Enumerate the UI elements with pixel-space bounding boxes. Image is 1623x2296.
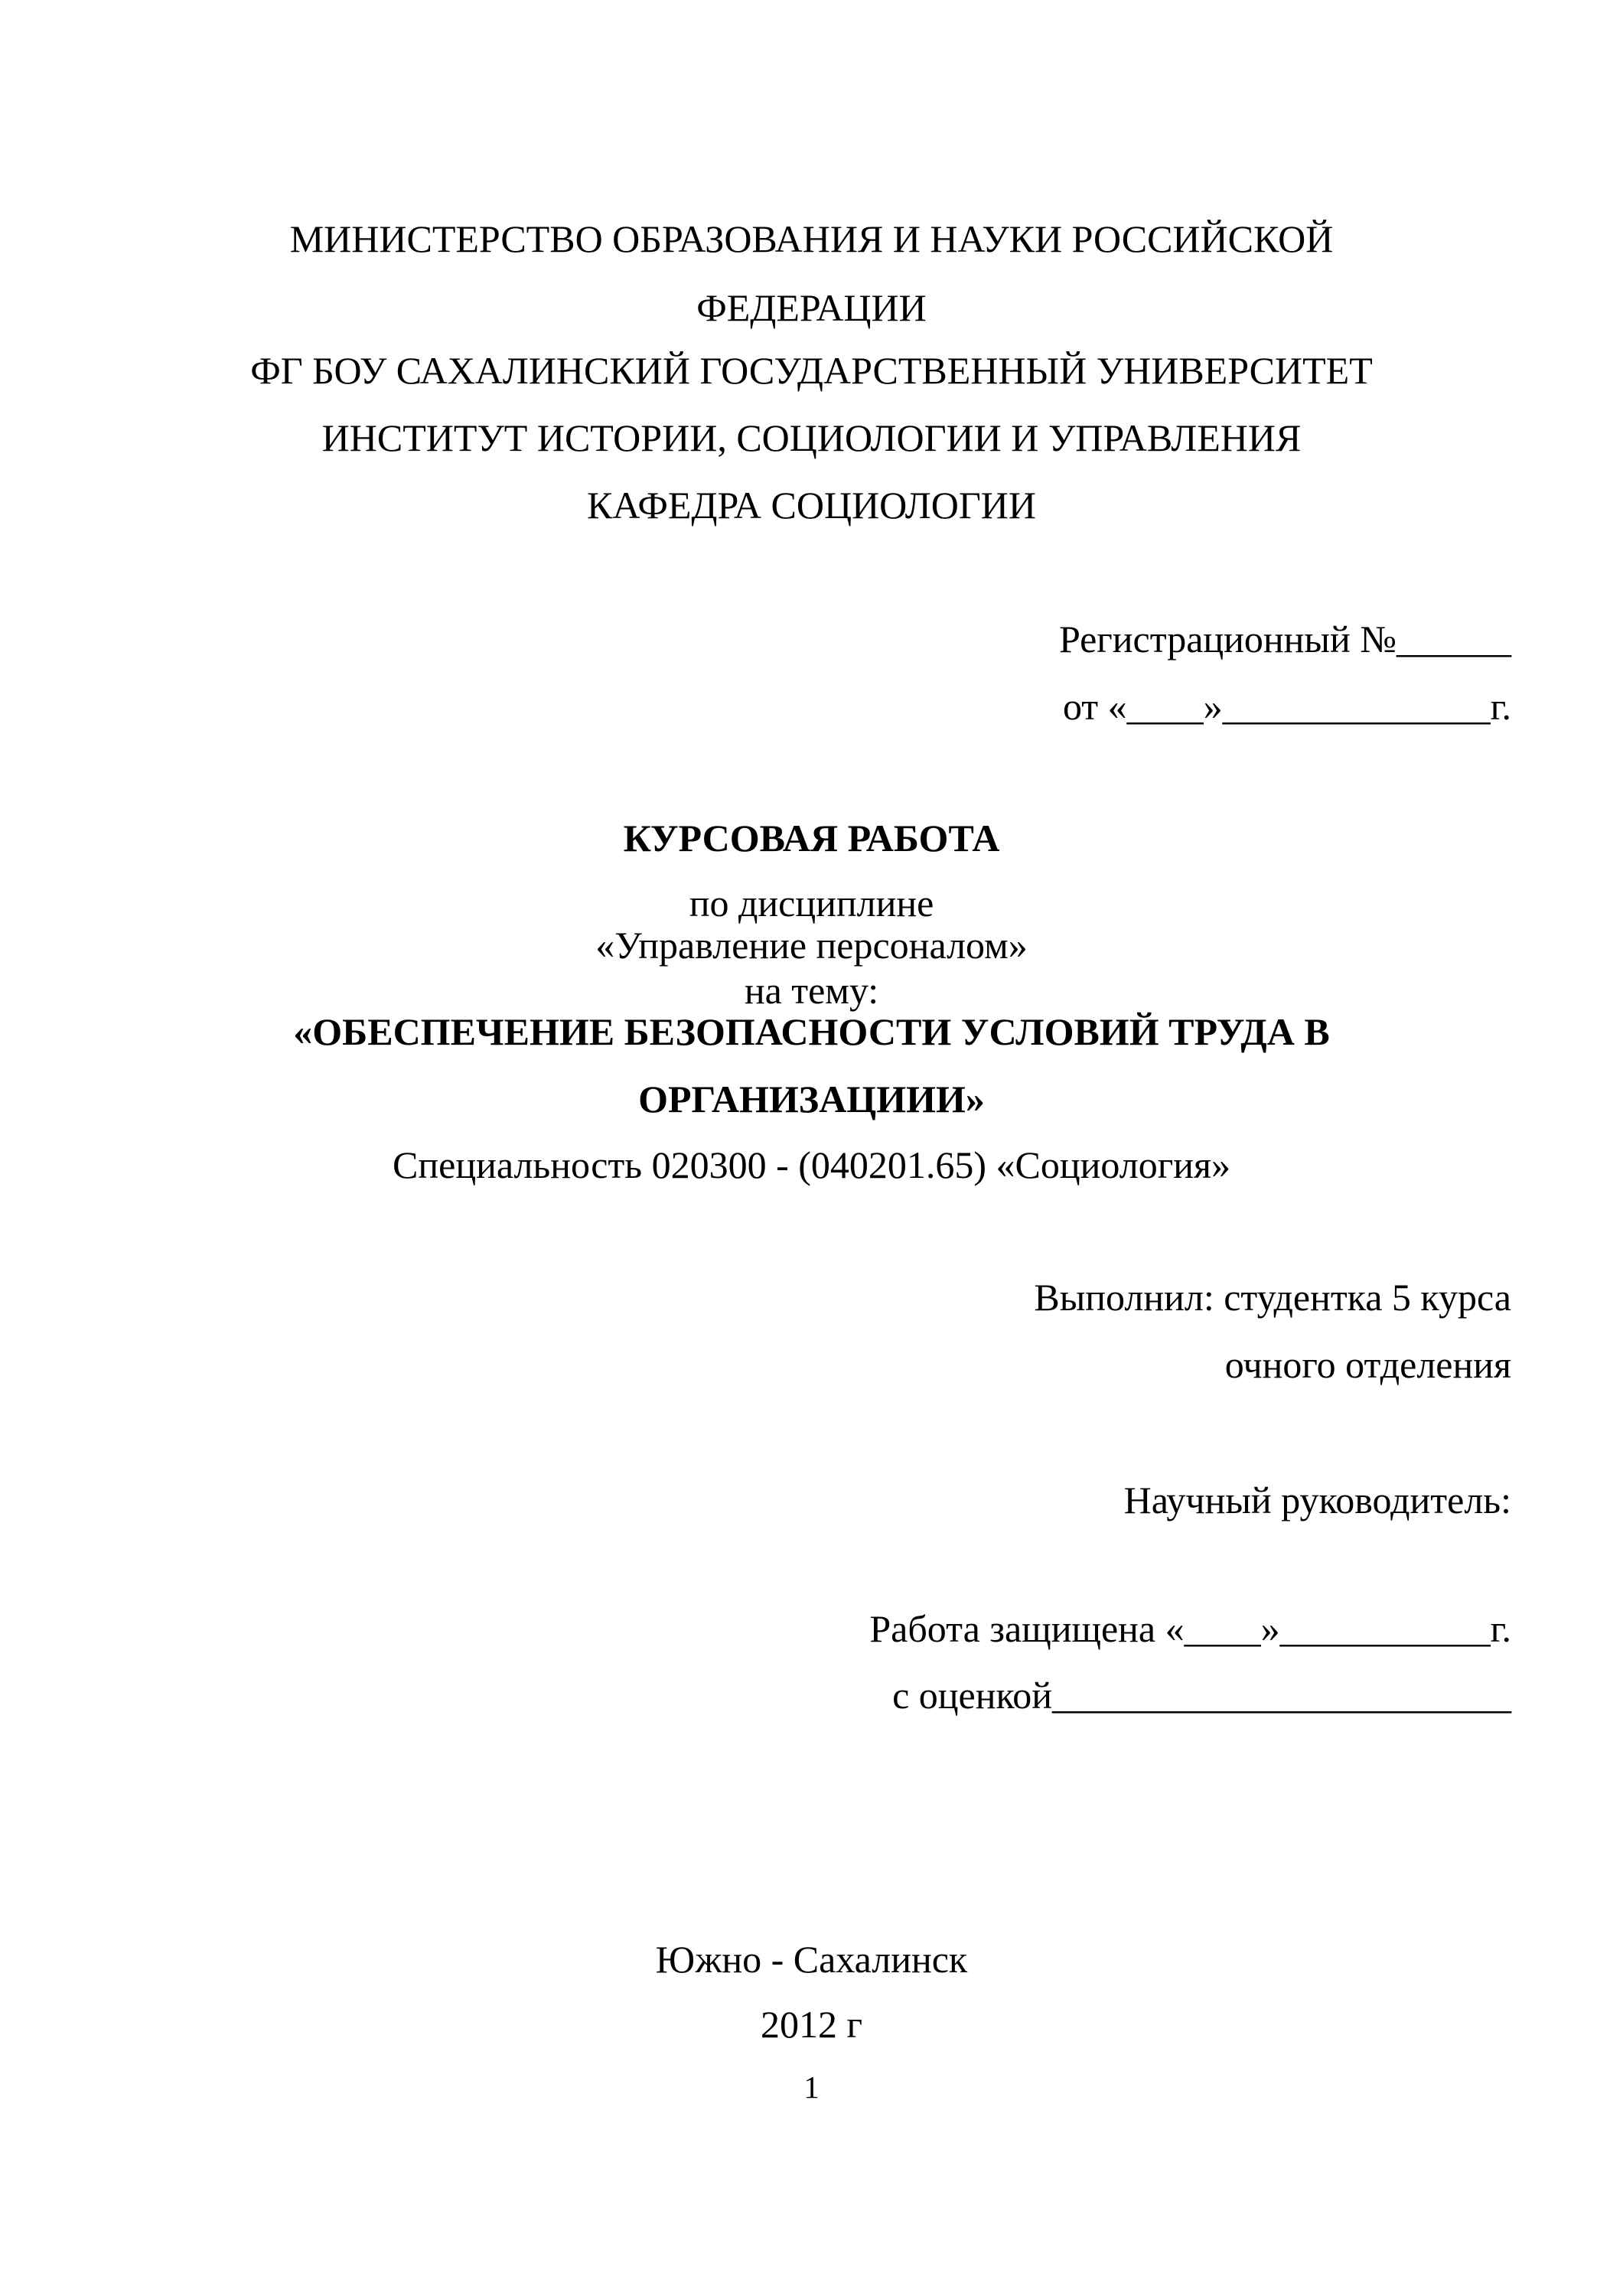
- topic-title-line-2: ОРГАНИЗАЦИИИ»: [638, 1078, 985, 1120]
- defense-date: Работа защищена «____»___________г.: [869, 1607, 1511, 1650]
- page-number: 1: [803, 2069, 820, 2105]
- year-text: 2012 г: [760, 2003, 862, 2046]
- performed-by: Выполнил: студентка 5 курса: [1034, 1276, 1511, 1319]
- discipline-label: по дисциплине: [689, 882, 934, 925]
- work-type-title: КУРСОВАЯ РАБОТА: [623, 817, 1000, 859]
- scientific-supervisor: Научный руководитель:: [1123, 1479, 1511, 1521]
- university-name: ФГ БОУ САХАЛИНСКИЙ ГОСУДАРСТВЕННЫЙ УНИВЕРСИТЕТ: [250, 349, 1373, 392]
- registration-date: от «____»______________г.: [1062, 685, 1511, 728]
- grade-line: с оценкой________________________: [892, 1674, 1511, 1717]
- city-name: Южно - Сахалинск: [655, 1938, 968, 1981]
- discipline-name: «Управление персоналом»: [595, 924, 1028, 967]
- ministry-line-1: МИНИСТЕРСТВО ОБРАЗОВАНИЯ И НАУКИ РОССИЙСКОЙ: [289, 217, 1334, 260]
- ministry-line-2: ФЕДЕРАЦИИ: [696, 286, 927, 329]
- topic-label: на тему:: [744, 969, 879, 1012]
- topic-title-line-1: «ОБЕСПЕЧЕНИЕ БЕЗОПАСНОСТИ УСЛОВИЙ ТРУДА В: [293, 1010, 1330, 1053]
- registration-number: Регистрационный №______: [1058, 618, 1511, 660]
- study-form: очного отделения: [1224, 1343, 1511, 1386]
- specialty-line: Специальность 020300 - (040201.65) «Социология»: [393, 1143, 1230, 1186]
- institute-name: ИНСТИТУТ ИСТОРИИ, СОЦИОЛОГИИ И УПРАВЛЕНИЯ: [321, 416, 1302, 459]
- department-name: КАФЕДРА СОЦИОЛОГИИ: [587, 484, 1036, 527]
